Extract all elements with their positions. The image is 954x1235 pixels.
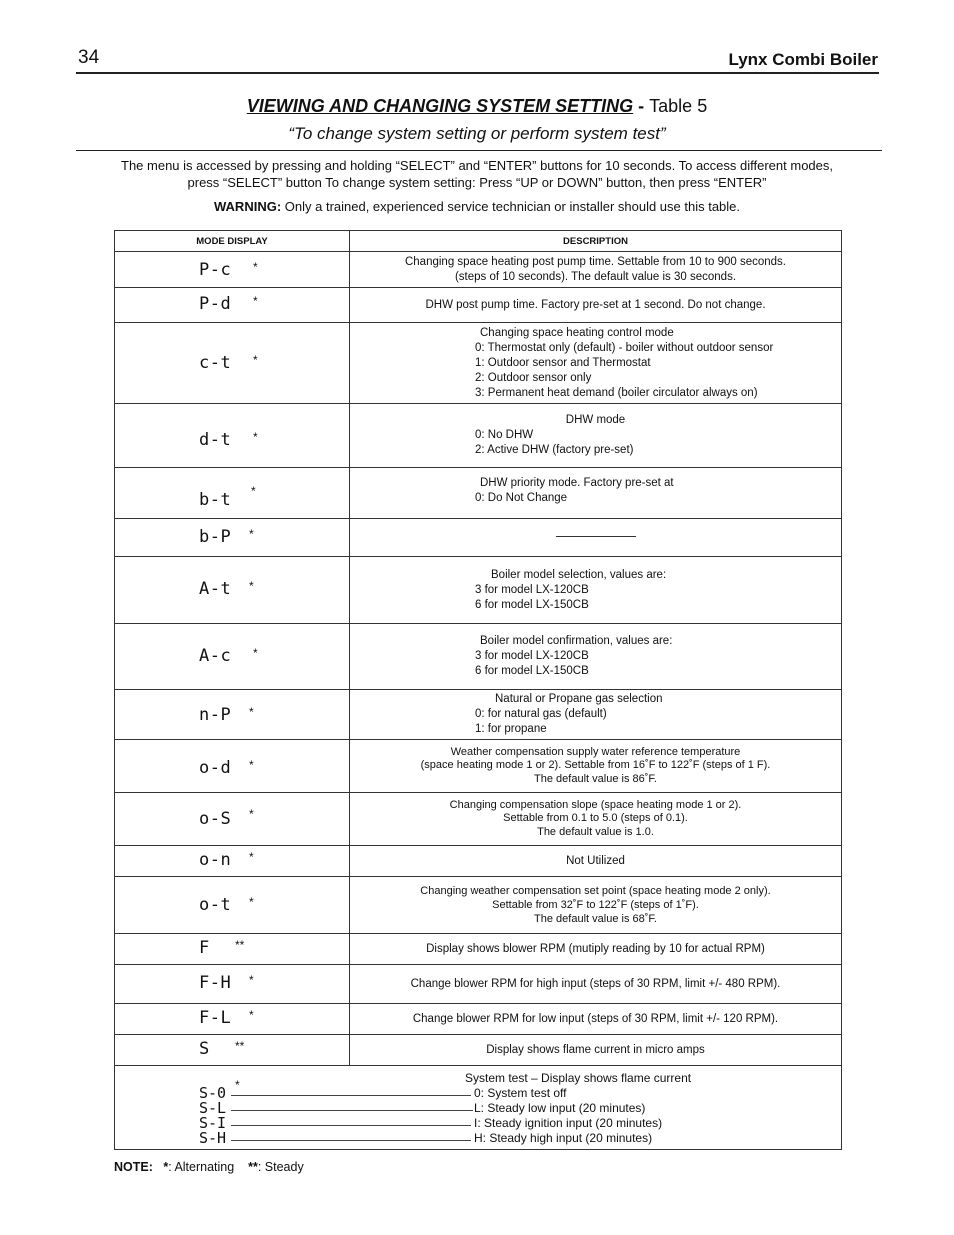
mode-marker: ** [235, 1039, 245, 1053]
mode-marker: ** [235, 938, 245, 952]
mode-code: d-t [199, 430, 232, 450]
table-row [115, 404, 842, 468]
description-line: The default value is 86˚F. [534, 772, 657, 785]
mode-code: o-t [199, 895, 232, 915]
note-alternating: : Alternating [168, 1160, 235, 1174]
description-title: DHW mode [565, 414, 626, 426]
description-cell [350, 624, 842, 690]
description-cell [350, 934, 842, 965]
mode-code: S-0 [199, 1083, 227, 1102]
leader-line [231, 1140, 471, 1141]
description-cell [350, 965, 842, 1004]
table-reference: Table 5 [649, 96, 708, 116]
description-cell [350, 468, 842, 519]
system-test-cell [115, 1066, 842, 1150]
description-line: Change blower RPM for high input (steps of 30 RPM, limit +/- 480 RPM). [410, 977, 781, 990]
system-test-row [115, 1066, 842, 1150]
heading-main: VIEWING AND CHANGING SYSTEM SETTING [246, 96, 634, 116]
mode-code: o-n [199, 850, 232, 870]
mode-display-cell [115, 965, 350, 1004]
description-cell [350, 252, 842, 288]
section-heading [0, 96, 954, 117]
mode-code: F-L [199, 1008, 232, 1028]
description-cell [350, 1035, 842, 1066]
table-row [115, 740, 842, 793]
table-row [115, 965, 842, 1004]
mode-marker: * [249, 579, 254, 593]
description-line: Settable from 32˚F to 122˚F (steps of 1˚F). [492, 899, 699, 911]
description-line: 1: for propane [475, 723, 547, 735]
description-line: Changing weather compensation set point (space heating mode 2 only). [420, 885, 771, 897]
intro-line-1: The menu is accessed by pressing and holding “SELECT” and “ENTER” buttons for 10 seconds. To access different modes, [121, 158, 833, 173]
table-row [115, 323, 842, 404]
mode-display-cell [115, 1004, 350, 1035]
leader-line [231, 1110, 473, 1111]
mode-display-cell [115, 288, 350, 323]
description-line: 1: Outdoor sensor and Thermostat [475, 356, 651, 369]
table-row [115, 519, 842, 557]
description-line: The default value is 1.0. [537, 825, 654, 838]
mode-marker: * [249, 895, 254, 909]
heading-dash: - [633, 96, 650, 116]
description-cell [350, 690, 842, 740]
warning-text [0, 199, 954, 214]
column-header-mode: MODE DISPLAY [115, 231, 350, 252]
description-cell [350, 740, 842, 793]
description-line: 2: Active DHW (factory pre-set) [475, 444, 634, 456]
table-row [115, 934, 842, 965]
table-note [114, 1160, 304, 1174]
description-line: 0: for natural gas (default) [475, 708, 607, 720]
note-star-single: * [163, 1160, 169, 1174]
mode-marker: * [249, 850, 254, 864]
system-test-block [115, 1068, 841, 1148]
description-title: DHW priority mode. Factory pre-set at [480, 477, 674, 489]
section-subtitle: “To change system setting or perform system test” [288, 124, 666, 143]
description-cell [350, 404, 842, 468]
description-line: 0: Thermostat only (default) - boiler without outdoor sensor [475, 341, 774, 354]
description-line: Display shows flame current in micro amps [486, 1043, 705, 1056]
note-star-double: ** [248, 1160, 258, 1174]
description-line: (steps of 10 seconds). The default value is 30 seconds. [454, 270, 737, 283]
table-row [115, 690, 842, 740]
mode-display-cell [115, 740, 350, 793]
description-line: 6 for model LX-150CB [475, 598, 589, 611]
mode-marker: * [249, 758, 254, 772]
mode-display-cell [115, 557, 350, 624]
mode-display-cell [115, 624, 350, 690]
description-cell [350, 557, 842, 624]
mode-code: P-c [199, 260, 232, 280]
mode-code: o-S [199, 809, 232, 829]
table-row [115, 877, 842, 934]
leader-line [231, 1125, 471, 1126]
table-header-row [115, 231, 842, 252]
mode-display-cell [115, 877, 350, 934]
description-cell [350, 323, 842, 404]
mode-marker: * [251, 484, 256, 498]
mode-marker: * [235, 1077, 240, 1092]
note-label: NOTE: [114, 1160, 153, 1174]
description-cell [350, 793, 842, 846]
mode-marker: * [249, 527, 254, 541]
description-title: Boiler model selection, values are: [491, 568, 667, 581]
description-line: 0: No DHW [475, 429, 534, 441]
system-test-option: H: Steady high input (20 minutes) [474, 1130, 653, 1145]
mode-marker: * [249, 807, 254, 821]
mode-display-cell [115, 468, 350, 519]
intro-text [80, 157, 874, 191]
mode-marker: * [253, 260, 258, 274]
description-line: Changing space heating post pump time. Settable from 10 to 900 seconds. [404, 255, 787, 268]
mode-marker: * [249, 973, 254, 987]
system-test-title: System test – Display shows flame current [465, 1070, 692, 1085]
description-line: 0: Do Not Change [475, 492, 568, 504]
document-title: Lynx Combi Boiler [728, 50, 878, 69]
mode-code: A-t [199, 579, 232, 599]
description-line: 2: Outdoor sensor only [475, 371, 592, 384]
table-row [115, 1004, 842, 1035]
description-title: Natural or Propane gas selection [495, 693, 663, 705]
mode-display-cell [115, 793, 350, 846]
blank-description-line [556, 536, 636, 537]
heading-rule [76, 150, 882, 151]
mode-code: b-t [199, 490, 232, 510]
mode-code: A-c [199, 646, 232, 666]
description-title: Changing space heating control mode [480, 326, 674, 339]
note-steady: : Steady [257, 1160, 304, 1174]
mode-code: P-d [199, 294, 232, 314]
mode-code: S-I [199, 1113, 227, 1132]
description-line: The default value is 68˚F. [534, 913, 657, 925]
description-line: Not Utilized [566, 854, 625, 867]
mode-display-cell [115, 252, 350, 288]
table-row [115, 468, 842, 519]
mode-display-cell [115, 1035, 350, 1066]
column-header-description: DESCRIPTION [350, 231, 842, 252]
mode-display-cell [115, 519, 350, 557]
description-line: Settable from 0.1 to 5.0 (steps of 0.1). [503, 812, 688, 825]
description-cell [350, 1004, 842, 1035]
mode-code: c-t [199, 353, 232, 373]
mode-marker: * [253, 353, 258, 367]
description-line: 3: Permanent heat demand (boiler circulator always on) [475, 386, 758, 399]
table-row [115, 252, 842, 288]
table-row [115, 793, 842, 846]
mode-code: S-L [199, 1098, 227, 1117]
header-rule [76, 72, 879, 74]
mode-code: F-H [199, 973, 232, 993]
table-row [115, 557, 842, 624]
mode-code: b-P [199, 527, 232, 547]
description-line: Display shows blower RPM (mutiply reading by 10 for actual RPM) [426, 942, 765, 955]
mode-display-cell [115, 690, 350, 740]
mode-code: F [199, 938, 210, 958]
table-row [115, 288, 842, 323]
description-line: DHW post pump time. Factory pre-set at 1 second. Do not change. [425, 298, 766, 311]
mode-code: S [199, 1039, 210, 1059]
warning-label: WARNING: [213, 199, 282, 214]
intro-line-2: press “SELECT” button To change system setting: Press “UP or DOWN” button, then press “ENTER” [187, 175, 767, 190]
description-line: 3 for model LX-120CB [475, 583, 589, 596]
mode-marker: * [253, 430, 258, 444]
mode-marker: * [249, 1008, 254, 1022]
table-row [115, 1035, 842, 1066]
description-cell [350, 877, 842, 934]
settings-table [114, 230, 842, 1150]
mode-display-cell [115, 404, 350, 468]
mode-code: o-d [199, 758, 232, 778]
mode-code: S-H [199, 1128, 227, 1147]
description-line: Change blower RPM for low input (steps of 30 RPM, limit +/- 120 RPM). [412, 1012, 779, 1025]
system-test-option: L: Steady low input (20 minutes) [474, 1100, 646, 1115]
description-line: 3 for model LX-120CB [475, 650, 589, 662]
system-test-option: 0: System test off [474, 1085, 567, 1100]
mode-display-cell [115, 323, 350, 404]
page-number: 34 [78, 47, 100, 68]
mode-marker: * [253, 294, 258, 308]
description-title: Boiler model confirmation, values are: [480, 635, 673, 647]
description-line: Changing compensation slope (space heating mode 1 or 2). [449, 798, 742, 811]
description-line: 6 for model LX-150CB [475, 665, 589, 677]
description-line: (space heating mode 1 or 2). Settable from 16˚F to 122˚F (steps of 1 F). [420, 759, 771, 772]
mode-marker: * [253, 646, 258, 660]
mode-display-cell [115, 934, 350, 965]
warning-body: Only a trained, experienced service technician or installer should use this table. [281, 199, 741, 214]
description-cell [350, 519, 842, 557]
mode-code: n-P [199, 705, 232, 725]
table-row [115, 846, 842, 877]
leader-line [231, 1095, 471, 1096]
description-cell [350, 288, 842, 323]
mode-display-cell [115, 846, 350, 877]
description-line: Weather compensation supply water reference temperature [450, 745, 741, 758]
table-row [115, 624, 842, 690]
description-cell [350, 846, 842, 877]
system-test-option: I: Steady ignition input (20 minutes) [474, 1115, 663, 1130]
mode-marker: * [249, 705, 254, 719]
